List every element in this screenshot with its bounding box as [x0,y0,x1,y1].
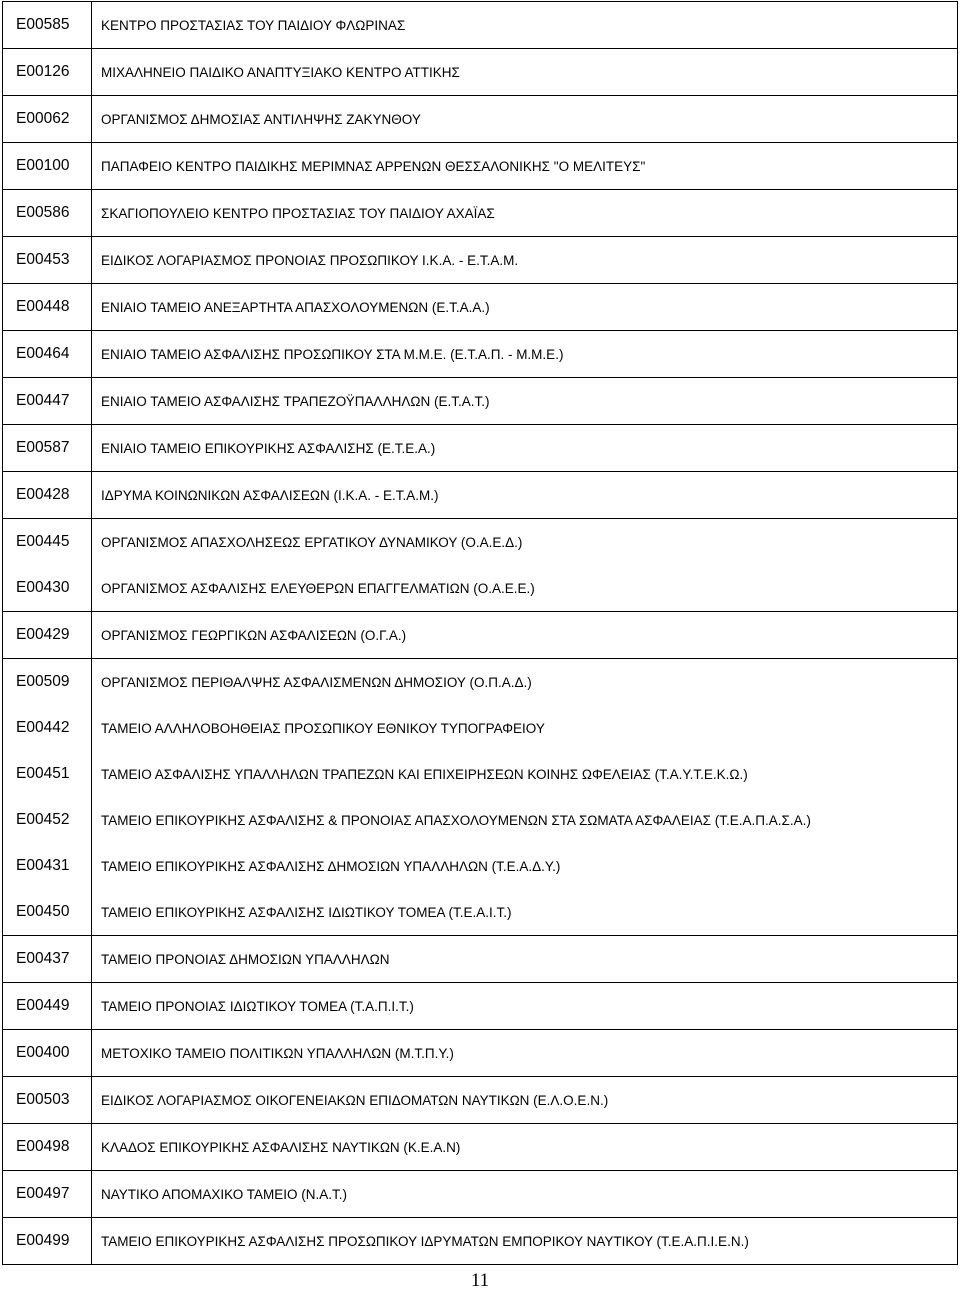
code-cell [3,2,92,49]
entry-code: E00442 [16,719,70,736]
name-cell [92,425,958,472]
name-cell [92,1030,958,1077]
entry-name: ΕΙΔΙΚΟΣ ΛΟΓΑΡΙΑΣΜΟΣ ΠΡΟΝΟΙΑΣ ΠΡΟΣΩΠΙΚΟΥ Ι.Κ.Α. - Ε.Τ.Α.Μ. [101,252,519,268]
name-cell [92,237,958,284]
entry-name: ΝΑΥΤΙΚΟ ΑΠΟΜΑΧΙΚΟ ΤΑΜΕΙΟ (Ν.Α.Τ.) [101,1186,347,1202]
table-row [3,659,958,936]
code-cell [3,143,92,190]
code-cell [3,936,92,983]
entry-code: E00586 [16,204,70,221]
entry-name: ΕΝΙΑΙΟ ΤΑΜΕΙΟ ΑΝΕΞΑΡΤΗΤΑ ΑΠΑΣΧΟΛΟΥΜΕΝΩΝ (Ε.Τ.Α.Α.) [101,299,490,315]
entry-code: E00437 [16,950,70,967]
entry-name: ΚΕΝΤΡΟ ΠΡΟΣΤΑΣΙΑΣ ΤΟΥ ΠΑΙΔΙΟΥ ΦΛΩΡΙΝΑΣ [101,17,406,33]
entry-name: ΕΝΙΑΙΟ ΤΑΜΕΙΟ ΑΣΦΑΛΙΣΗΣ ΠΡΟΣΩΠΙΚΟΥ ΣΤΑ Μ.Μ.Ε. (Ε.Τ.Α.Π. - Μ.Μ.Ε.) [101,346,564,362]
name-cell [92,49,958,96]
name-cell [92,284,958,331]
entry-name: ΚΛΑΔΟΣ ΕΠΙΚΟΥΡΙΚΗΣ ΑΣΦΑΛΙΣΗΣ ΝΑΥΤΙΚΩΝ (Κ.Ε.Α.Ν) [101,1139,461,1155]
code-cell [3,612,92,659]
name-cell [92,1171,958,1218]
code-cell [3,1030,92,1077]
table-row [3,519,958,612]
entry-name: ΜΙΧΑΛΗΝΕΙΟ ΠΑΙΔΙΚΟ ΑΝΑΠΤΥΞΙΑΚΟ ΚΕΝΤΡΟ ΑΤΤΙΚΗΣ [101,64,460,80]
name-cell [92,612,958,659]
table-row [3,1030,958,1077]
name-cell [92,1077,958,1124]
entry-name: ΤΑΜΕΙΟ ΕΠΙΚΟΥΡΙΚΗΣ ΑΣΦΑΛΙΣΗΣ ΠΡΟΣΩΠΙΚΟΥ ΙΔΡΥΜΑΤΩΝ ΕΜΠΟΡΙΚΟΥ ΝΑΥΤΙΚΟΥ (Τ.Ε.Α.Π.Ι.Ε.Ν.) [101,1233,749,1249]
table-row [3,1171,958,1218]
entry-code: E00450 [16,903,70,920]
entry-name: ΟΡΓΑΝΙΣΜΟΣ ΔΗΜΟΣΙΑΣ ΑΝΤΙΛΗΨΗΣ ΖΑΚΥΝΘΟΥ [101,111,421,127]
table-row [3,1218,958,1265]
table-row [3,472,958,519]
code-cell [3,1171,92,1218]
entry-name: ΤΑΜΕΙΟ ΕΠΙΚΟΥΡΙΚΗΣ ΑΣΦΑΛΙΣΗΣ ΔΗΜΟΣΙΩΝ ΥΠΑΛΛΗΛΩΝ (Τ.Ε.Α.Δ.Υ.) [101,858,561,874]
table-body [3,2,958,1265]
code-cell [3,378,92,425]
table-row [3,331,958,378]
entry-name: ΟΡΓΑΝΙΣΜΟΣ ΠΕΡΙΘΑΛΨΗΣ ΑΣΦΑΛΙΣΜΕΝΩΝ ΔΗΜΟΣΙΟΥ (Ο.Π.Α.Δ.) [101,674,532,690]
entry-code: E00100 [16,157,70,174]
name-cell [92,378,958,425]
table-row [3,284,958,331]
code-cell [3,96,92,143]
entry-name: ΤΑΜΕΙΟ ΑΛΛΗΛΟΒΟΗΘΕΙΑΣ ΠΡΟΣΩΠΙΚΟΥ ΕΘΝΙΚΟΥ ΤΥΠΟΓΡΑΦΕΙΟΥ [101,720,545,736]
entry-code: E00453 [16,251,70,268]
entry-name: ΕΝΙΑΙΟ ΤΑΜΕΙΟ ΑΣΦΑΛΙΣΗΣ ΤΡΑΠΕΖΟΫΠΑΛΛΗΛΩΝ (Ε.Τ.Α.Τ.) [101,393,490,409]
name-cell [92,659,958,936]
entry-code: E00448 [16,298,70,315]
entry-code: E00498 [16,1138,70,1155]
table-row [3,237,958,284]
entry-name: ΤΑΜΕΙΟ ΕΠΙΚΟΥΡΙΚΗΣ ΑΣΦΑΛΙΣΗΣ ΙΔΙΩΤΙΚΟΥ ΤΟΜΕΑ (Τ.Ε.Α.Ι.Τ.) [101,904,512,920]
entry-code: E00126 [16,63,70,80]
code-cell [3,190,92,237]
entry-code: E00062 [16,110,70,127]
table-row [3,425,958,472]
entry-code: E00449 [16,997,70,1014]
code-cell [3,331,92,378]
name-cell [92,936,958,983]
name-cell [92,190,958,237]
organizations-table [2,1,958,1265]
table-row [3,983,958,1030]
entry-code: E00451 [16,765,70,782]
name-cell [92,96,958,143]
code-cell [3,284,92,331]
entry-name: ΤΑΜΕΙΟ ΕΠΙΚΟΥΡΙΚΗΣ ΑΣΦΑΛΙΣΗΣ & ΠΡΟΝΟΙΑΣ ΑΠΑΣΧΟΛΟΥΜΕΝΩΝ ΣΤΑ ΣΩΜΑΤΑ ΑΣΦΑΛΕΙΑΣ (Τ.Ε.Α.Π.Α.Σ.Α.) [101,812,811,828]
entry-name: ΤΑΜΕΙΟ ΑΣΦΑΛΙΣΗΣ ΥΠΑΛΛΗΛΩΝ ΤΡΑΠΕΖΩΝ ΚΑΙ ΕΠΙΧΕΙΡΗΣΕΩΝ ΚΟΙΝΗΣ ΩΦΕΛΕΙΑΣ (Τ.Α.Υ.Τ.Ε.Κ.Ω.) [101,766,748,782]
entry-code: E00509 [16,673,70,690]
entry-code: E00447 [16,392,70,409]
table-row [3,49,958,96]
entry-name: ΙΔΡΥΜΑ ΚΟΙΝΩΝΙΚΩΝ ΑΣΦΑΛΙΣΕΩΝ (Ι.Κ.Α. - Ε.Τ.Α.Μ.) [101,487,439,503]
name-cell [92,983,958,1030]
code-cell [3,49,92,96]
name-cell [92,331,958,378]
entry-name: ΕΝΙΑΙΟ ΤΑΜΕΙΟ ΕΠΙΚΟΥΡΙΚΗΣ ΑΣΦΑΛΙΣΗΣ (Ε.Τ.Ε.Α.) [101,440,436,456]
name-cell [92,1218,958,1265]
name-cell [92,472,958,519]
name-cell [92,519,958,612]
code-cell [3,425,92,472]
entry-name: ΣΚΑΓΙΟΠΟΥΛΕΙΟ ΚΕΝΤΡΟ ΠΡΟΣΤΑΣΙΑΣ ΤΟΥ ΠΑΙΔΙΟΥ ΑΧΑΪΑΣ [101,205,495,221]
entry-code: E00499 [16,1232,70,1249]
table-row [3,936,958,983]
entry-code: E00445 [16,533,70,550]
table-row [3,2,958,49]
table-row [3,1124,958,1171]
entry-name: ΟΡΓΑΝΙΣΜΟΣ ΑΣΦΑΛΙΣΗΣ ΕΛΕΥΘΕΡΩΝ ΕΠΑΓΓΕΛΜΑΤΙΩΝ (Ο.Α.Ε.Ε.) [101,580,535,596]
table-row [3,143,958,190]
code-cell [3,1124,92,1171]
code-cell [3,1077,92,1124]
name-cell [92,2,958,49]
code-cell [3,237,92,284]
entry-code: E00428 [16,486,70,503]
entry-name: ΕΙΔΙΚΟΣ ΛΟΓΑΡΙΑΣΜΟΣ ΟΙΚΟΓΕΝΕΙΑΚΩΝ ΕΠΙΔΟΜΑΤΩΝ ΝΑΥΤΙΚΩΝ (Ε.Λ.Ο.Ε.Ν.) [101,1092,609,1108]
entry-name: ΟΡΓΑΝΙΣΜΟΣ ΑΠΑΣΧΟΛΗΣΕΩΣ ΕΡΓΑΤΙΚΟΥ ΔΥΝΑΜΙΚΟΥ (Ο.Α.Ε.Δ.) [101,534,523,550]
table-row [3,1077,958,1124]
entry-name: ΤΑΜΕΙΟ ΠΡΟΝΟΙΑΣ ΙΔΙΩΤΙΚΟΥ ΤΟΜΕΑ (Τ.Α.Π.Ι.Τ.) [101,998,414,1014]
entry-name: ΤΑΜΕΙΟ ΠΡΟΝΟΙΑΣ ΔΗΜΟΣΙΩΝ ΥΠΑΛΛΗΛΩΝ [101,951,390,967]
entry-code: E00429 [16,626,70,643]
entry-code: E00585 [16,16,70,33]
table-row [3,378,958,425]
entry-code: E00503 [16,1091,70,1108]
entry-code: E00497 [16,1185,70,1202]
table-row [3,612,958,659]
entry-code: E00464 [16,345,70,362]
entry-code: E00431 [16,857,70,874]
code-cell [3,983,92,1030]
code-cell [3,472,92,519]
entry-code: E00430 [16,579,70,596]
entry-name: ΜΕΤΟΧΙΚΟ ΤΑΜΕΙΟ ΠΟΛΙΤΙΚΩΝ ΥΠΑΛΛΗΛΩΝ (Μ.Τ.Π.Υ.) [101,1045,454,1061]
code-cell [3,659,92,936]
entry-name: ΟΡΓΑΝΙΣΜΟΣ ΓΕΩΡΓΙΚΩΝ ΑΣΦΑΛΙΣΕΩΝ (Ο.Γ.Α.) [101,627,407,643]
page-number: 11 [470,1270,490,1291]
table-row [3,190,958,237]
entry-code: E00452 [16,811,70,828]
entry-code: E00587 [16,439,70,456]
code-cell [3,519,92,612]
name-cell [92,1124,958,1171]
code-cell [3,1218,92,1265]
table-row [3,96,958,143]
entry-name: ΠΑΠΑΦΕΙΟ ΚΕΝΤΡΟ ΠΑΙΔΙΚΗΣ ΜΕΡΙΜΝΑΣ ΑΡΡΕΝΩΝ ΘΕΣΣΑΛΟΝΙΚΗΣ "Ο ΜΕΛΙΤΕΥΣ" [101,158,646,174]
name-cell [92,143,958,190]
entry-code: E00400 [16,1044,70,1061]
